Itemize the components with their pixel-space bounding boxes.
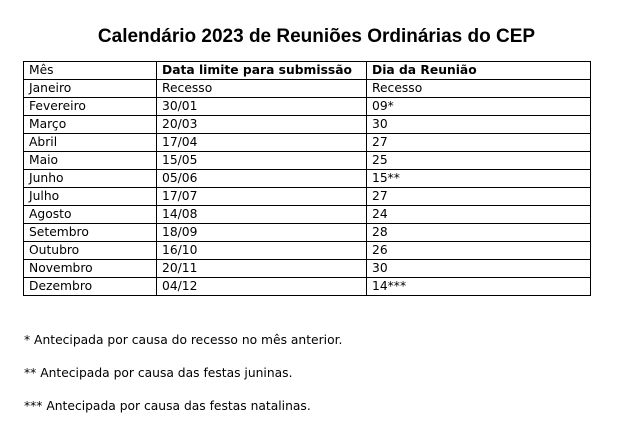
month-cell: Maio xyxy=(24,152,157,170)
month-cell: Novembro xyxy=(24,260,157,278)
table-row xyxy=(24,80,591,98)
meeting-day-cell: 26 xyxy=(367,242,591,260)
meeting-day-cell: 15** xyxy=(367,170,591,188)
table-row xyxy=(24,116,591,134)
header-month: Mês xyxy=(24,62,157,80)
table-row xyxy=(24,170,591,188)
meeting-day-cell: 27 xyxy=(367,188,591,206)
table-body xyxy=(24,80,591,296)
submission-deadline-cell: 20/11 xyxy=(157,260,367,278)
month-cell: Março xyxy=(24,116,157,134)
month-cell: Fevereiro xyxy=(24,98,157,116)
header-submission-deadline: Data limite para submissão xyxy=(157,62,367,80)
month-cell: Setembro xyxy=(24,224,157,242)
meeting-schedule-table xyxy=(23,61,591,296)
submission-deadline-cell: 20/03 xyxy=(157,116,367,134)
month-cell: Outubro xyxy=(24,242,157,260)
meeting-day-cell: 30 xyxy=(367,116,591,134)
month-cell: Abril xyxy=(24,134,157,152)
table-row xyxy=(24,224,591,242)
table-row xyxy=(24,152,591,170)
header-meeting-day: Dia da Reunião xyxy=(367,62,591,80)
submission-deadline-cell: 15/05 xyxy=(157,152,367,170)
footnote: ** Antecipada por causa das festas juninas. xyxy=(24,366,293,380)
table-header-row xyxy=(24,62,591,80)
month-cell: Junho xyxy=(24,170,157,188)
submission-deadline-cell: 17/04 xyxy=(157,134,367,152)
meeting-day-cell: 28 xyxy=(367,224,591,242)
meeting-day-cell: 09* xyxy=(367,98,591,116)
submission-deadline-cell: Recesso xyxy=(157,80,367,98)
month-cell: Agosto xyxy=(24,206,157,224)
submission-deadline-cell: 04/12 xyxy=(157,278,367,296)
footnotes xyxy=(24,333,614,432)
month-cell: Janeiro xyxy=(24,80,157,98)
submission-deadline-cell: 18/09 xyxy=(157,224,367,242)
submission-deadline-cell: 16/10 xyxy=(157,242,367,260)
table-row xyxy=(24,242,591,260)
footnote: *** Antecipada por causa das festas natalinas. xyxy=(24,399,311,413)
submission-deadline-cell: 17/07 xyxy=(157,188,367,206)
table-row xyxy=(24,134,591,152)
table-row xyxy=(24,260,591,278)
month-cell: Julho xyxy=(24,188,157,206)
table-row xyxy=(24,278,591,296)
month-cell: Dezembro xyxy=(24,278,157,296)
table-row xyxy=(24,188,591,206)
table-row xyxy=(24,98,591,116)
submission-deadline-cell: 30/01 xyxy=(157,98,367,116)
meeting-day-cell: 24 xyxy=(367,206,591,224)
table-row xyxy=(24,206,591,224)
meeting-day-cell: 14*** xyxy=(367,278,591,296)
submission-deadline-cell: 05/06 xyxy=(157,170,367,188)
meeting-day-cell: Recesso xyxy=(367,80,591,98)
submission-deadline-cell: 14/08 xyxy=(157,206,367,224)
document-title: Calendário 2023 de Reuniões Ordinárias do CEP xyxy=(97,26,536,47)
footnote: * Antecipada por causa do recesso no mês anterior. xyxy=(24,333,343,347)
meeting-day-cell: 27 xyxy=(367,134,591,152)
meeting-day-cell: 25 xyxy=(367,152,591,170)
meeting-day-cell: 30 xyxy=(367,260,591,278)
